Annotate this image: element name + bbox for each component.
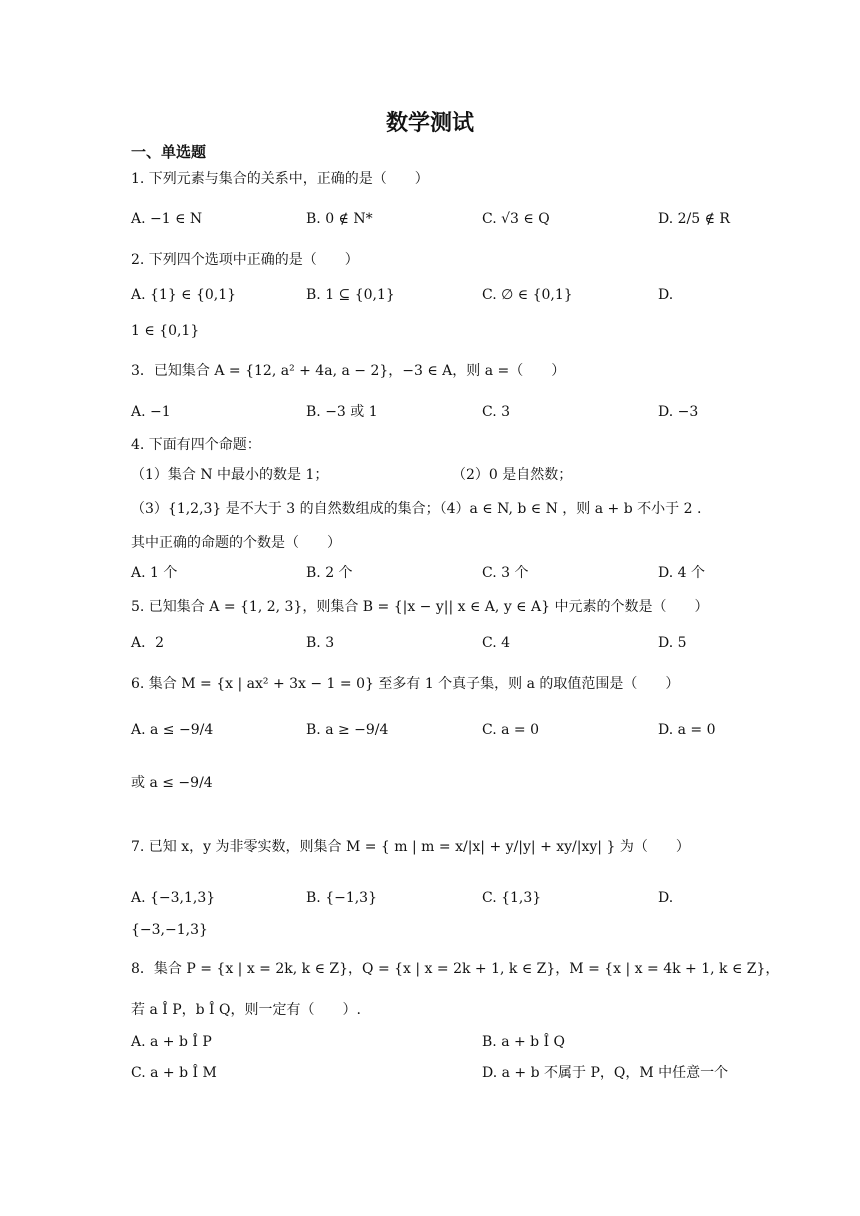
question-6-option-c: C. a = 0 — [482, 722, 539, 738]
question-4-proposition-2: （2）0 是自然数； — [452, 467, 573, 483]
question-4-option-a: A. 1 个 — [131, 565, 178, 581]
question-8-option-c: C. a + b Î M — [131, 1065, 217, 1081]
question-2-option-b: B. 1 ⊆ {0,1} — [306, 287, 395, 303]
question-2-option-d: D. — [658, 287, 674, 303]
question-2-stem: 2. 下列四个选项中正确的是（ ） — [131, 252, 359, 268]
page-title: 数学测试 — [385, 111, 474, 136]
question-3-stem: 3．已知集合 A = {12, a² + 4a, a − 2}，−3 ∈ A，则 a =（ ） — [131, 363, 566, 379]
question-4-proposition-1: （1）集合 N 中最小的数是 1； — [131, 467, 329, 483]
question-3-option-d: D. −3 — [658, 404, 699, 420]
question-5-option-b: B. 3 — [306, 635, 335, 651]
question-3-option-c: C. 3 — [482, 404, 511, 420]
question-2-option-a: A. {1} ∈ {0,1} — [131, 287, 237, 303]
question-8-stem: 8．集合 P = {x | x = 2k, k ∈ Z}，Q = {x | x = 2k + 1, k ∈ Z}，M = {x | x = 4k + 1, k ∈ Z}， — [131, 961, 780, 977]
section-heading: 一、单选题 — [131, 143, 207, 161]
question-4-ask: 其中正确的命题的个数是（ ） — [131, 535, 341, 551]
question-4-stem: 4. 下面有四个命题： — [131, 437, 261, 453]
question-4-option-d: D. 4 个 — [658, 565, 705, 581]
question-6-option-d: D. a = 0 — [658, 722, 716, 738]
question-5-option-c: C. 4 — [482, 635, 511, 651]
question-1-option-d: D. 2/5 ∉ R — [658, 211, 730, 227]
question-8-option-a: A. a + b Î P — [131, 1034, 212, 1050]
question-2-option-c: C. ∅ ∈ {0,1} — [482, 287, 573, 303]
question-7-option-d: D. — [658, 890, 674, 906]
question-6-stem: 6. 集合 M = {x | ax² + 3x − 1 = 0} 至多有 1 个真子集，则 a 的取值范围是（ ） — [131, 676, 680, 692]
question-4-propositions-3-4: （3）{1,2,3} 是不大于 3 的自然数组成的集合；（4）a ∈ N, b ∈ N ，则 a + b 不小于 2 . — [131, 501, 702, 517]
question-6-option-a: A. a ≤ −9/4 — [131, 722, 214, 738]
question-1-stem: 1. 下列元素与集合的关系中，正确的是（ ） — [131, 171, 429, 187]
question-7-option-c: C. {1,3} — [482, 890, 542, 906]
question-5-option-a: A．2 — [131, 635, 165, 651]
question-2-option-d-continued: 1 ∈ {0,1} — [131, 323, 200, 339]
question-7-option-a: A. {−3,1,3} — [131, 890, 216, 906]
question-6-option-d-continued: 或 a ≤ −9/4 — [131, 775, 213, 791]
question-7-option-d-continued: {−3,−1,3} — [131, 922, 208, 938]
question-1-option-a: A. −1 ∈ N — [131, 211, 203, 227]
question-7-option-b: B. {−1,3} — [306, 890, 377, 906]
question-7-stem: 7. 已知 x，y 为非零实数，则集合 M = { m | m = x/|x| + y/|y| + xy/|xy| } 为（ ） — [131, 839, 690, 855]
question-5-stem: 5. 已知集合 A = {1, 2, 3}，则集合 B = {|x − y|| x ∈ A, y ∈ A} 中元素的个数是（ ） — [131, 599, 709, 615]
question-8-option-b: B. a + b Î Q — [482, 1034, 566, 1050]
question-8-option-d: D. a + b 不属于 P，Q，M 中任意一个 — [482, 1065, 729, 1081]
question-8-condition: 若 a Î P，b Î Q，则一定有（ ）. — [131, 1002, 361, 1018]
question-5-option-d: D. 5 — [658, 635, 687, 651]
question-6-option-b: B. a ≥ −9/4 — [306, 722, 389, 738]
question-1-option-b: B. 0 ∉ N* — [306, 211, 373, 227]
question-3-option-a: A. −1 — [131, 404, 171, 420]
question-4-option-b: B. 2 个 — [306, 565, 353, 581]
question-1-option-c: C. √3 ∈ Q — [482, 211, 550, 227]
question-3-option-b: B. −3 或 1 — [306, 404, 378, 420]
question-4-option-c: C. 3 个 — [482, 565, 529, 581]
